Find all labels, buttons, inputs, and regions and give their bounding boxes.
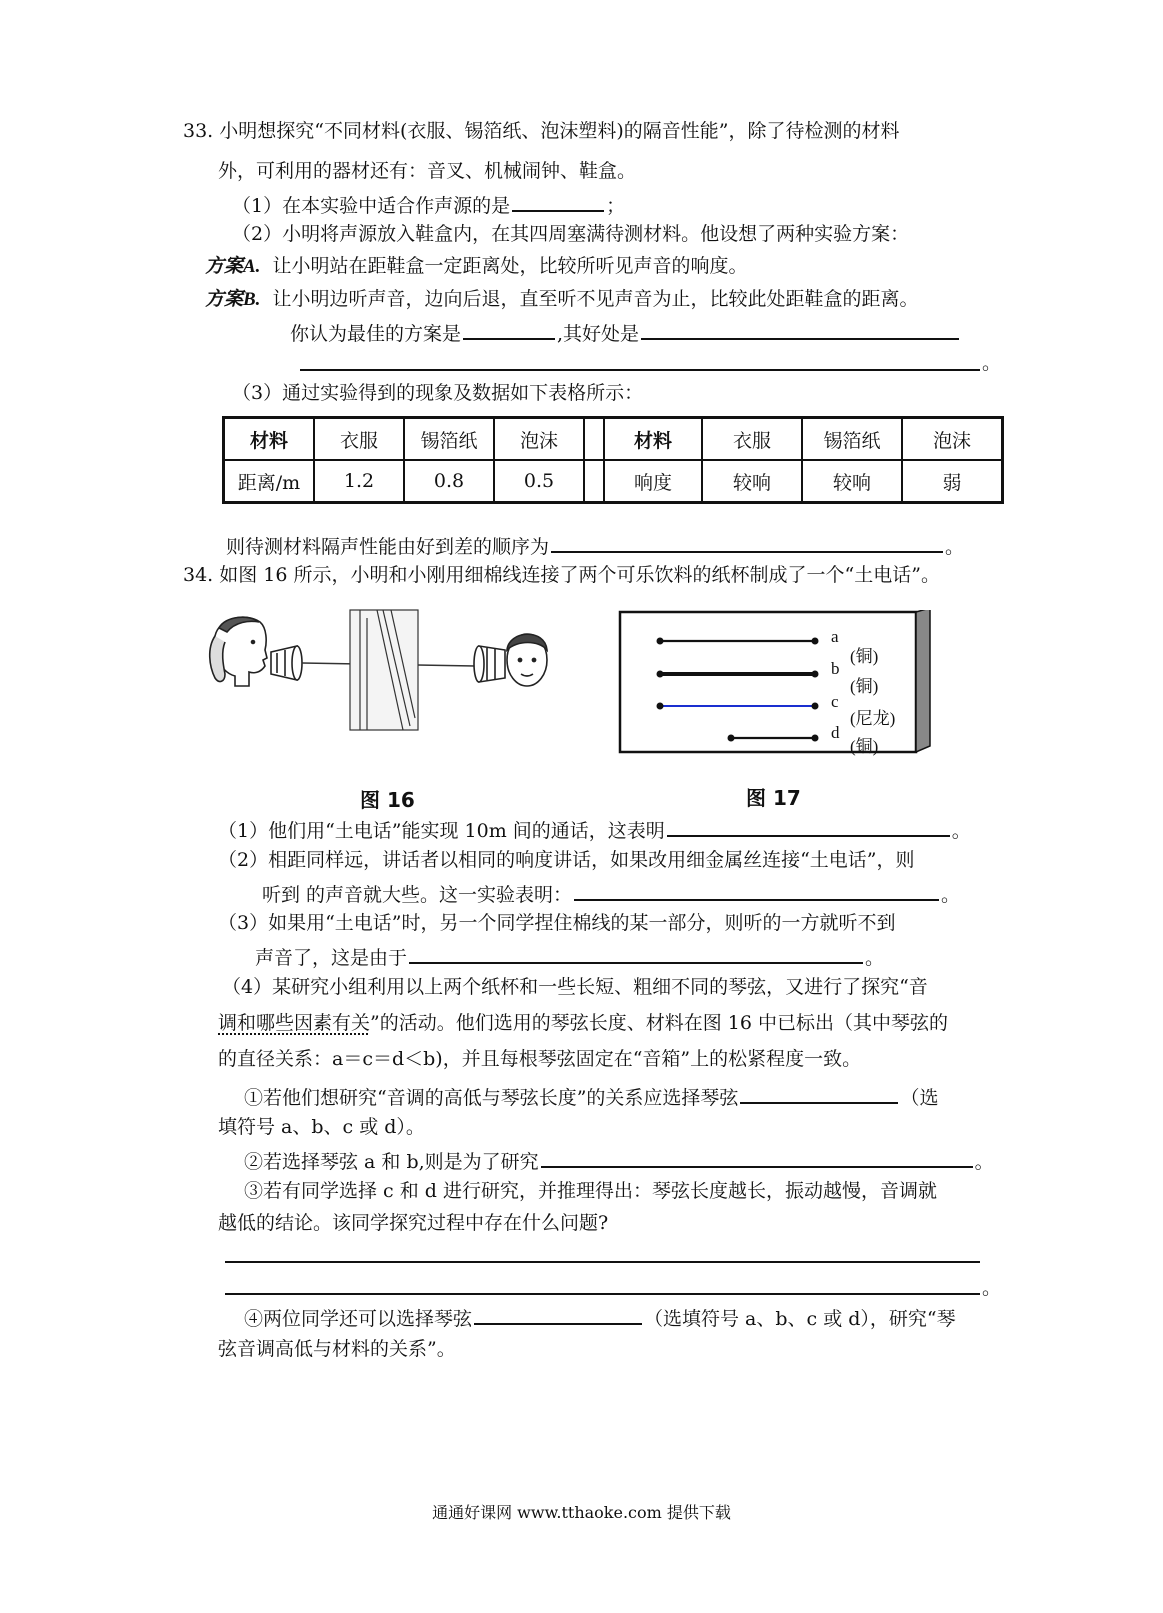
answer-blank-sound-source[interactable] [512,190,604,212]
q34-c3a: ③若有同学选择 c 和 d 进行研究，并推理得出：琴弦长度越长，振动越慢，音调就 [244,1180,937,1202]
table-cell: 锡箔纸 [802,418,902,461]
peg-d-left [728,735,735,742]
answer-line-c3-1[interactable] [225,1261,980,1263]
q34-intro: 34. 如图 16 所示，小明和小刚用细棉线连接了两个可乐饮料的纸杯制成了一个“土电话”。 [183,564,940,586]
table-cell: 距离/m [224,460,315,503]
table-cell: 弱 [902,460,1003,503]
table-gap [584,418,604,461]
table-cell: 1.2 [314,460,404,503]
peg-b-right [812,671,819,678]
peg-c-right [812,703,819,710]
peg-c-left [657,703,664,710]
label-b: b [831,659,840,678]
q33-line1: 33. 小明想探究“不同材料(衣服、锡箔纸、泡沫塑料)的隔音性能”，除了待检测的材料 [183,120,900,142]
q33-best-plan: 你认为最佳的方案是 ,其好处是 [290,318,961,347]
table-cell: 衣服 [702,418,802,461]
q34-c1b: 填符号 a、b、c 或 d）。 [218,1116,425,1138]
label-d: d [831,723,840,742]
label-a: a [831,627,839,646]
table-gap [584,460,604,503]
footer-source: 通通好课网 www.tthaoke.com 提供下载 [432,1503,731,1522]
peg-d-right [812,735,819,742]
answer-blank-benefit[interactable] [641,318,959,340]
table-cell: 衣服 [314,418,404,461]
q33-order: 则待测材料隔声性能由好到差的顺序为 。 [226,531,964,560]
paper-cup-left [271,646,302,680]
q34-s1: （1）他们用“土电话”能实现 10m 间的通话，这表明 。 [218,815,971,844]
answer-line-benefit-cont[interactable] [300,369,980,371]
q34-c4b: 弦音调高低与材料的关系”。 [218,1338,456,1360]
wall-figure [350,610,418,730]
peg-a-left [657,638,664,645]
period: 。 [982,352,1002,374]
table-cell: 0.8 [404,460,494,503]
table-cell: 锡箔纸 [404,418,494,461]
material-d: (铜) [850,737,879,756]
figure-17-caption: 图 17 [746,786,801,810]
table-cell: 响度 [604,460,702,503]
q34-s4a: （4）某研究小组利用以上两个纸杯和一些长短、粗细不同的琴弦，又进行了探究“音 [222,976,928,998]
peg-a-right [812,638,819,645]
q34-s3a: （3）如果用“土电话”时，另一个同学捏住棉线的某一部分，则听的一方就听不到 [218,912,896,934]
sound-box-side [916,610,930,752]
table-cell: 较响 [802,460,902,503]
answer-blank-c4[interactable] [474,1303,642,1325]
q33-plan-b: 方案B. 让小明边听声音，边向后退，直至听不见声音为止，比较此处距鞋盒的距离。 [205,288,919,310]
q34-s4c: 的直径关系：a＝c＝d＜b)，并且每根琴弦固定在“音箱”上的松紧程度一致。 [218,1048,862,1070]
answer-blank-best-plan[interactable] [463,318,555,340]
answer-blank-c1[interactable] [740,1082,898,1104]
answer-blank-order[interactable] [551,531,943,553]
answer-blank-s3[interactable] [409,942,863,964]
material-a: (铜) [850,647,879,666]
q34-s2a: （2）相距同样远，讲话者以相同的响度讲话，如果改用细金属丝连接“土电话”，则 [218,849,915,871]
answer-blank-s1[interactable] [667,815,950,837]
q34-c1a: ①若他们想研究“音调的高低与琴弦长度”的关系应选择琴弦 （选 [244,1082,938,1111]
q34-c4a: ④两位同学还可以选择琴弦 （选填符号 a、b、c 或 d），研究“琴 [244,1303,956,1332]
table-row [224,418,1003,461]
table-cell: 较响 [702,460,802,503]
q33-line2: 外，可利用的器材还有：音叉、机械闹钟、鞋盒。 [218,160,637,182]
q33-part2: （2）小明将声源放入鞋盒内，在其四周塞满待测材料。他设想了两种实验方案： [232,223,910,245]
figure-17-strings-board [618,610,934,756]
q33-part3: （3）通过实验得到的现象及数据如下表格所示： [232,382,644,404]
answer-blank-s2[interactable] [574,879,939,901]
peg-b-left [657,671,664,678]
q34-c2: ②若选择琴弦 a 和 b,则是为了研究 。 [244,1146,994,1175]
figure-16-string-telephone [205,608,550,736]
table-cell: 0.5 [494,460,584,503]
material-c: (尼龙) [850,709,896,728]
girl-figure [210,617,267,686]
q33-plan-a: 方案A. 让小明站在距鞋盒一定距离处，比较所听见声音的响度。 [205,255,748,277]
answer-blank-c2[interactable] [541,1146,973,1168]
table-cell: 泡沫 [902,418,1003,461]
boy-figure [507,634,547,686]
paper-cup-right [474,646,505,682]
results-table [222,416,1004,504]
table-cell: 材料 [224,418,315,461]
q33-part1: （1）在本实验中适合作声源的是 ； [232,190,625,219]
table-cell: 材料 [604,418,702,461]
table-row [224,460,1003,503]
q34-c3b: 越低的结论。该同学探究过程中存在什么问题? [218,1212,609,1234]
material-b: (铜) [850,677,879,696]
q34-s2b: 听到 的声音就大些。这一实验表明： 。 [262,879,960,908]
answer-line-c3-2[interactable] [225,1293,980,1295]
period: 。 [982,1277,1002,1299]
figure-16-caption: 图 16 [360,788,415,812]
q34-s3b: 声音了，这是由于 。 [255,942,884,971]
q34-s4b: 调和哪些因素有关”的活动。他们选用的琴弦长度、材料在图 16 中已标出（其中琴弦的 [218,1012,948,1034]
label-c: c [831,692,839,711]
table-cell: 泡沫 [494,418,584,461]
